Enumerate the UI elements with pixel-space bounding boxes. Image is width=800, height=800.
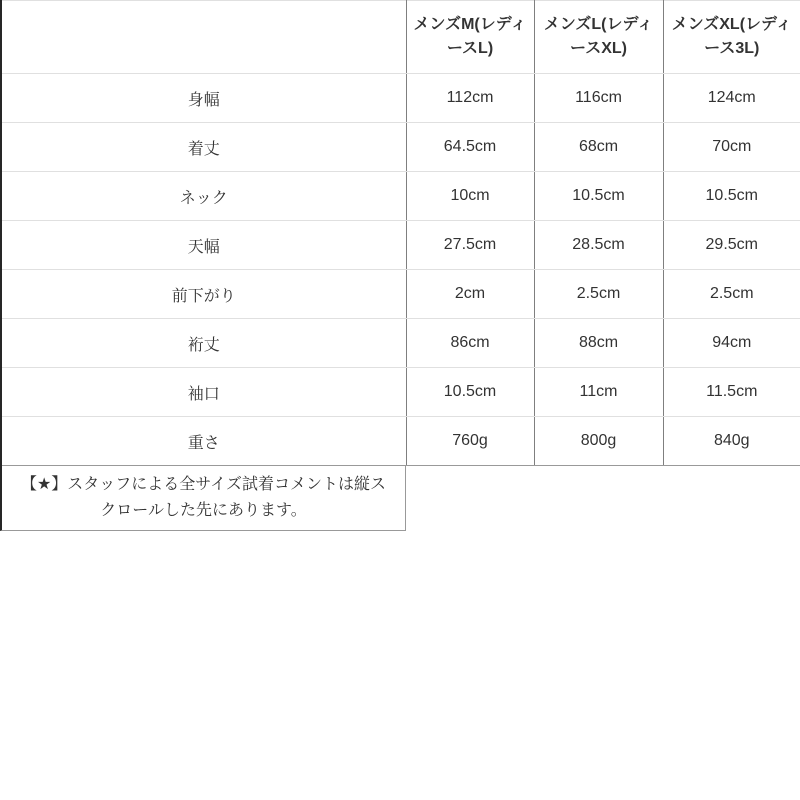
table-row-weight bbox=[1, 417, 800, 466]
table-row-top-width bbox=[1, 221, 800, 270]
cell-value: 800g bbox=[534, 417, 663, 466]
cell-value: 10.5cm bbox=[406, 368, 534, 417]
cell-value: 70cm bbox=[663, 123, 800, 172]
cell-value: 68cm bbox=[534, 123, 663, 172]
cell-value: 27.5cm bbox=[406, 221, 534, 270]
table-row-front-drop bbox=[1, 270, 800, 319]
column-header-mens-l: メンズL(レディースXL) bbox=[534, 1, 663, 74]
column-header-mens-m: メンズM(レディースL) bbox=[406, 1, 534, 74]
cell-value: 88cm bbox=[534, 319, 663, 368]
table-row-sleeve-length bbox=[1, 319, 800, 368]
row-label-body-width: 身幅 bbox=[1, 74, 406, 123]
cell-value: 2cm bbox=[406, 270, 534, 319]
footnote bbox=[0, 466, 406, 531]
footnote-text: 【★】スタッフによる全サイズ試着コメントは縦スクロールした先にあります。 bbox=[20, 476, 387, 519]
cell-value: 11cm bbox=[534, 368, 663, 417]
table-row-miha bbox=[1, 74, 800, 123]
header-row bbox=[1, 1, 800, 74]
cell-value: 10.5cm bbox=[663, 172, 800, 221]
row-label-length: 着丈 bbox=[1, 123, 406, 172]
table-row-length bbox=[1, 123, 800, 172]
row-label-neck: ネック bbox=[1, 172, 406, 221]
cell-value: 28.5cm bbox=[534, 221, 663, 270]
cell-value: 86cm bbox=[406, 319, 534, 368]
row-label-cuff: 袖口 bbox=[1, 368, 406, 417]
cell-value: 10.5cm bbox=[534, 172, 663, 221]
cell-value: 2.5cm bbox=[534, 270, 663, 319]
row-label-front-drop: 前下がり bbox=[1, 270, 406, 319]
column-header-mens-xl: メンズXL(レディース3L) bbox=[663, 1, 800, 74]
cell-value: 94cm bbox=[663, 319, 800, 368]
cell-value: 2.5cm bbox=[663, 270, 800, 319]
row-label-sleeve-length: 裄丈 bbox=[1, 319, 406, 368]
cell-value: 760g bbox=[406, 417, 534, 466]
cell-value: 116cm bbox=[534, 74, 663, 123]
row-label-weight: 重さ bbox=[1, 417, 406, 466]
corner-cell bbox=[1, 1, 406, 74]
row-label-top-width: 天幅 bbox=[1, 221, 406, 270]
table-row-neck bbox=[1, 172, 800, 221]
table-row-cuff bbox=[1, 368, 800, 417]
cell-value: 64.5cm bbox=[406, 123, 534, 172]
cell-value: 10cm bbox=[406, 172, 534, 221]
cell-value: 124cm bbox=[663, 74, 800, 123]
cell-value: 840g bbox=[663, 417, 800, 466]
cell-value: 11.5cm bbox=[663, 368, 800, 417]
cell-value: 112cm bbox=[406, 74, 534, 123]
cell-value: 29.5cm bbox=[663, 221, 800, 270]
